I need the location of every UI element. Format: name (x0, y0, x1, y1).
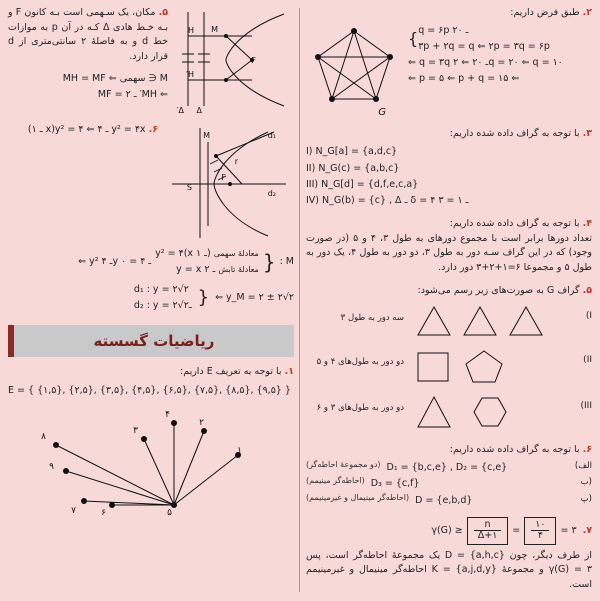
q5-note-2: دو دور به طول‌های ۴ و ۵ (316, 356, 404, 367)
q2-eq1: q = ۶p ـ ۲۰ (418, 24, 469, 36)
q3-title: با توجه به گراف داده شده داریم: (449, 127, 580, 139)
svg-text:S: S (186, 183, 192, 192)
left-q6-sys2-eq: y = x ـ ۲ (176, 264, 216, 276)
q3-answers (306, 144, 592, 209)
q6-label-3: (پ (580, 493, 592, 504)
parabola-figure-2 (164, 122, 294, 242)
q7-frac2-num: ۱۰ (531, 520, 549, 531)
left-column (8, 6, 294, 523)
left-question-5-block (8, 6, 294, 114)
svg-text:F: F (251, 56, 256, 65)
left-q5-body: مکان، یک سـهمی است بـه کانون F و بـه خـط هادی Δ کـه در آن p به موازات خط d و به فاصلهٔ ۲ سانتی‌متری از d قرار دارد. (8, 7, 169, 63)
q6-eq-3: D = {e,b,d} (415, 494, 473, 506)
left-q6-sys1-eq: y² = ۴(x ـ ۱) (155, 248, 211, 259)
q3-line-1: I) N_G[a] = {a,d,c} (306, 146, 398, 158)
q7-result: = ۳ (560, 524, 577, 536)
q5-figure-2 (410, 345, 560, 387)
q5-label-3: III) (580, 400, 592, 411)
svg-text:d₁: d₁ (267, 131, 276, 140)
q6-row-3 (306, 493, 592, 509)
q2-number: ۲. (582, 7, 592, 18)
question-5-block (306, 284, 592, 435)
q4-body: تعداد دورها برابر است با مجموع دورهای به طول ۳، ۴ و ۵ (در صورت وجود) که در این گراف سـه دور به طول ۳، دو دور به طول ۴، یک دور به طول ۵ و مجموعا ۶=۱+۲+۳ دور دارد. (306, 232, 592, 274)
left-q6-system: M : { معادلهٔ سهمی y² = ۴(x ـ ۱) معادلهٔ تابش y = x ـ ۲ ⇐ y² ـ ۴y ـ ۴ = ۰ ⇐ y_M = ۲ ± ۲√۲ { d₁ : y = ۲√۲ d₂ : y = ـ۲√۲ (8, 246, 294, 315)
q4-title: با توجه به گراف داده شده داریم: (449, 218, 580, 229)
left-q6-res3: d₂ : y = ـ۲√۲ (133, 300, 192, 312)
svg-text:۶: ۶ (101, 508, 106, 516)
svg-text:M: M (203, 131, 210, 140)
q6-label-1: الف) (574, 461, 592, 472)
q2-eq3: ⇐ q = ۳q ـ ۲۰ ⇐ ۲q = ۲۰ ⇐ q = ۱۰ (408, 57, 563, 68)
svg-text:۳: ۳ (133, 426, 138, 437)
q2-graph-label: G (378, 106, 386, 118)
svg-text:d₂: d₂ (267, 189, 276, 198)
q2-title: طبق فرض داریم: (510, 7, 580, 18)
q5-row-1 (306, 299, 592, 343)
section-banner: ریاضیات گسسته (8, 325, 294, 357)
q7-frac-den: Δ+۱ (477, 530, 498, 542)
svg-text:۸: ۸ (41, 432, 46, 443)
left-q6-res1: ⇐ y_M = ۲ ± ۲√۲ (215, 292, 294, 304)
svg-text:H: H (187, 26, 194, 35)
svg-text:۱: ۱ (237, 446, 242, 457)
left-q1-set: E = { {۱,۵}, {۲,۵}, {۳,۵}, {۴,۵}, {۶,۵}, {۷,۵}, {۸,۵}, {۹,۵} } (8, 385, 291, 397)
question-3-block (306, 127, 592, 209)
q6-label-2: (ب (580, 477, 592, 488)
star-graph-figure (8, 405, 294, 515)
q7-formula: γ(G) ≥ $\frac{n}{\Delta+۱}$ = ۱۰ ۴ = ۳ (431, 517, 576, 545)
left-q5-eq2: ⇐ MH′ ـ ۲ = MF (97, 89, 168, 101)
left-q1-number: ۱. (284, 365, 294, 377)
svg-text:۲: ۲ (199, 418, 204, 429)
q3-number: ۳. (582, 127, 592, 139)
q7-body: از طرف دیگر، چون D = {a,h,c} یک مجموعهٔ احاطه‌گر است، پس γ(G) = ۳ و مجموعهٔ K = {a,j,d,y} احاطه‌گر مینیمال و غیرمینیمم است. (306, 549, 593, 591)
column-divider (299, 8, 300, 592)
parabola-figure-1 (174, 6, 294, 114)
right-column (306, 6, 592, 601)
q6-note-3: (احاطه‌گر مینیمال و غیرمینیمم) (306, 492, 410, 502)
svg-text:Δ: Δ (196, 106, 202, 114)
svg-text:۷: ۷ (71, 506, 76, 516)
q5-figure-1 (410, 301, 560, 341)
left-question-1-block (8, 365, 294, 516)
q6-eq-2: D₃ = {c,f} (370, 478, 420, 490)
q2-equations: { q = ۶p ـ ۲۰ ۳p + ۲q = q ⇐ ۲p = ۳q = ۶p ⇐ q = ۳q ـ ۲۰ ⇐ ۲q = ۲۰ ⇐ q = ۱۰ ⇐ p = ۵ ⇐ p + q = ۱۵ ⇐ (408, 23, 592, 88)
q2-eq2: ۳p + ۲q = q ⇐ ۲p = ۳q = ۶p (418, 40, 550, 52)
q3-line-2: II) N_G(c) = {a,b,c} (306, 162, 400, 174)
q6-title: با توجه به گراف داده شده داریم: (449, 443, 580, 455)
question-2-block (306, 6, 592, 119)
svg-text:۵: ۵ (167, 508, 172, 516)
q5-label-2: II) (583, 354, 592, 365)
left-q1-title: با توجه به تعریف E داریم: (180, 365, 282, 377)
q6-row-1 (306, 460, 592, 476)
q2-graph-figure (306, 23, 402, 119)
left-q6-sys1-label: معادلهٔ سهمی (213, 249, 259, 258)
q3-line-3: III) N_G[d] = {d,f,e,c,a} (306, 178, 419, 190)
question-7-block (306, 517, 592, 593)
q6-note-1: (دو مجموعهٔ احاطه‌گر) (306, 460, 381, 470)
svg-text:F: F (221, 173, 226, 182)
q5-row-3 (306, 389, 592, 435)
q5-figure-3 (410, 391, 560, 433)
svg-text:M: M (211, 25, 218, 34)
q6-number: ۶. (582, 443, 592, 455)
left-q6-number: ۶. (148, 124, 158, 135)
q5-note-1: سه دور به طول ۳ (340, 312, 404, 323)
q4-number: ۴. (582, 218, 592, 229)
q6-note-2: (احاطه‌گر مینیمم) (306, 476, 365, 486)
left-q5-eq1: M ∈ سهمی ⇐ MH = MF (62, 72, 168, 84)
question-6-block (306, 443, 592, 509)
q5-note-3: دو دور به طول‌های ۳ و ۶ (316, 402, 404, 413)
q5-number: ۵. (582, 284, 592, 296)
q5-title: گراف G به صورت‌های زیر رسم می‌شود: (417, 284, 580, 296)
svg-text:۴: ۴ (165, 410, 170, 421)
left-q5-number: ۵. (158, 7, 168, 18)
q3-line-4: IV) N_G(b) = {c} , Δ ـ δ = ۴ ـ ۱ = ۳ (306, 194, 469, 206)
left-q6-sys2-label: معادلهٔ تابش (218, 265, 259, 275)
left-q6-eq1: y² = ۴x ـ ۴ ⇐ y² = ۴(x ـ ۱) (27, 124, 146, 135)
q6-row-2 (306, 476, 592, 492)
svg-text:۹: ۹ (49, 462, 54, 473)
q7-number: ۷. (582, 525, 592, 537)
left-q6-res2: d₁ : y = ۲√۲ (133, 284, 189, 296)
left-q6-deriv: ⇐ y² ـ ۴y ـ ۴ = ۰ (78, 256, 152, 268)
q7-frac2-den: ۴ (537, 530, 543, 542)
left-question-6-block (8, 122, 294, 315)
svg-text:Δ′: Δ′ (176, 106, 184, 114)
q2-eq4: ⇐ p = ۵ ⇐ p + q = ۱۵ ⇐ (408, 73, 520, 85)
q5-row-2 (306, 343, 592, 389)
q5-label-1: I) (585, 310, 592, 321)
question-4-block (306, 217, 592, 276)
svg-text:r: r (234, 157, 238, 166)
left-q6-system-label: M : (279, 256, 294, 268)
svg-text:H′: H′ (186, 70, 194, 79)
q6-eq-1: D₁ = {b,c,e} , D₂ = {c,e} (386, 462, 508, 474)
q7-frac-num: n (474, 520, 502, 531)
